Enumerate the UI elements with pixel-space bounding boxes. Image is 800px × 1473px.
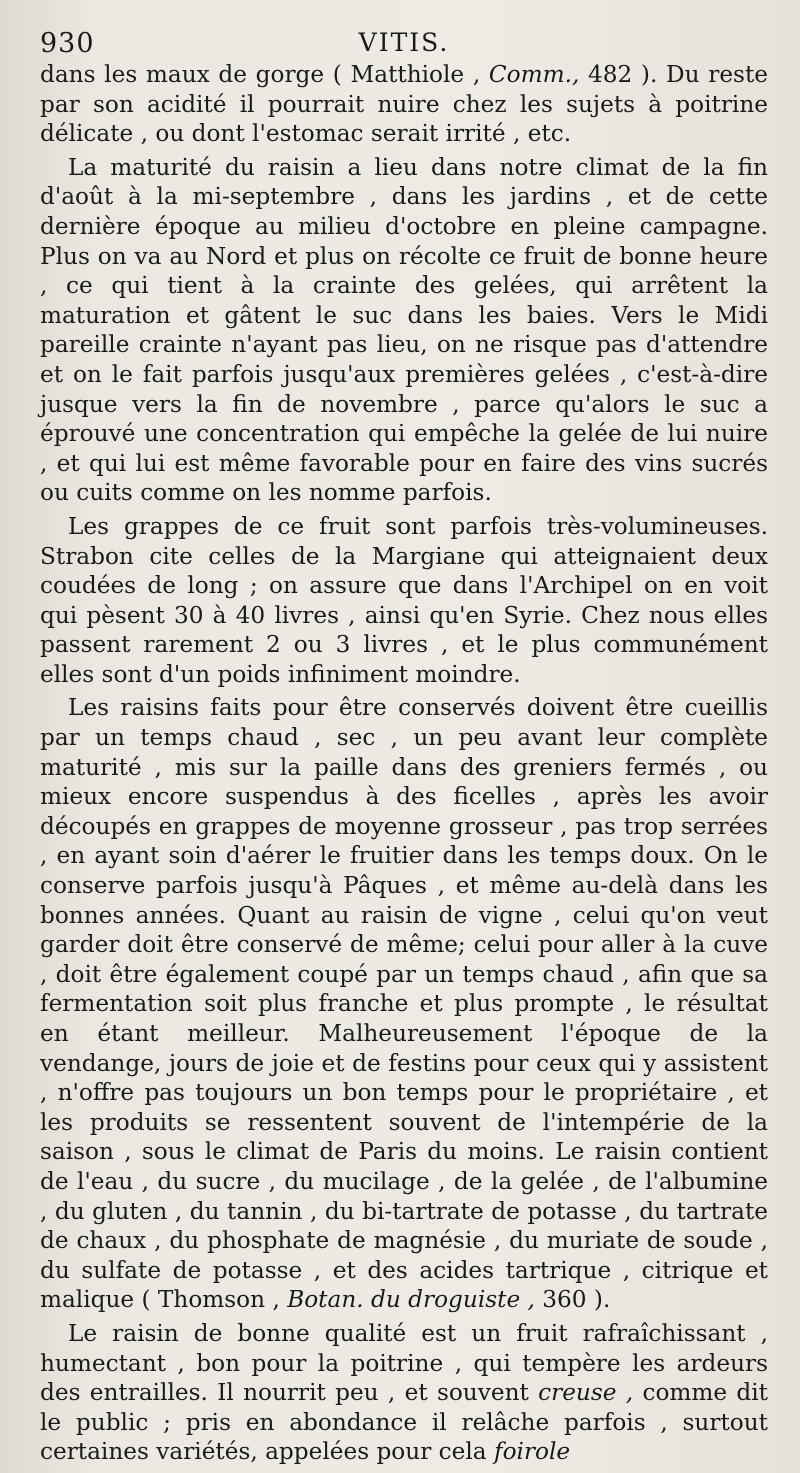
text-run: dans les maux de gorge ( Matthiole , (40, 61, 489, 88)
paragraph-p1 (40, 153, 768, 508)
text-run: Le raisin de bonne qualité est un fruit rafraîchissant , humectant , bon pour la poitrine , qui tempère les ardeurs des entrailles. Il nourrit peu , et souvent (40, 1319, 768, 1407)
text-run: comme dit le public ; pris en abondance il relâche parfois , surtout certaines variétés, appelées pour cela (40, 1379, 768, 1466)
text-run: 482 ). Du reste par son acidité il pourrait nuire chez les sujets à poitrine délicate , ou dont l'estomac serait irrité , etc. (40, 61, 768, 148)
italic-text: Comm., (488, 61, 580, 88)
paragraph-p2 (40, 512, 768, 690)
paragraph-p0 (40, 60, 768, 149)
running-head (40, 22, 768, 60)
paragraph-p3 (40, 693, 768, 1314)
italic-text: Botan. du droguiste , (287, 1286, 535, 1314)
text-run: Les raisins faits pour être conservés doivent être cueillis par un temps chaud , sec , un peu avant leur complète maturité , mis sur la paille dans des greniers fermés , ou mieux encore suspendus à des ficelles , après les avoir découpés en grappes de moyenne grosseur , pas trop serrées , en ayant soin d'aérer le fruitier dans les temps doux. On le conserve parfois jusqu'à Pâques , et même au-delà dans les bonnes années. Quant au raisin de vigne , celui qu'on veut garder doit être conservé de même; celui pour aller à la cuve , doit être également coupé par un temps chaud , afin que sa fermentation soit plus franche et plus prompte , le résultat en étant meilleur. Malheureusement l'époque de la vendange, jours de joie et de festins pour ceux qui y assistent , n'offre pas toujours un bon temps pour le propriétaire , et les produits se ressentent souvent de l'intempérie de la saison , sous le climat de Paris du moins. Le raisin contient de l'eau , du sucre , du mucilage , de la gelée , de l'albumine , du gluten , du tannin , du bi-tartrate de potasse , du tartrate de chaux , du phosphate de magnésie , du muriate de soude , du sulfate de potasse , et des acides tartrique , citrique et malique ( Thomson , (40, 694, 768, 1314)
page-number: 930 (40, 28, 95, 59)
italic-text: foirole (493, 1438, 571, 1466)
text-run: La maturité du raisin a lieu dans notre climat de la fin d'août à la mi-septembre , dans les jardins , et de cette dernière époque au milieu d'octobre en pleine campagne. Plus on va au Nord et plus on récolte ce fruit de bonne heure , ce qui tient à la crainte des gelées, qui arrêtent la maturation et gâtent le suc dans les baies. Vers le Midi pareille crainte n'ayant pas lieu, on ne risque pas d'attendre et on le fait parfois jusqu'aux premières gelées , c'est-à-dire jusque vers la fin de novembre , parce qu'alors le suc a éprouvé une concentration qui empêche la gelée de lui nuire , et qui lui est même favorable pour en faire des vins sucrés ou cuits comme on les nomme parfois. (40, 153, 768, 507)
text-run: 360 ). (534, 1286, 611, 1314)
running-title: VITIS. (358, 28, 450, 57)
text-run: Les grappes de ce fruit sont parfois très-volumineuses. Strabon cite celles de la Margiane qui atteignaient deux coudées de long ; on assure que dans l'Archipel on en voit qui pèsent 30 à 40 livres , ainsi qu'en Syrie. Chez nous elles passent rarement 2 ou 3 livres , et le plus communément elles sont d'un poids infiniment moindre. (40, 512, 768, 688)
body-text (40, 60, 768, 1467)
italic-text: creuse , (538, 1379, 634, 1407)
paragraph-p4 (40, 1319, 768, 1467)
